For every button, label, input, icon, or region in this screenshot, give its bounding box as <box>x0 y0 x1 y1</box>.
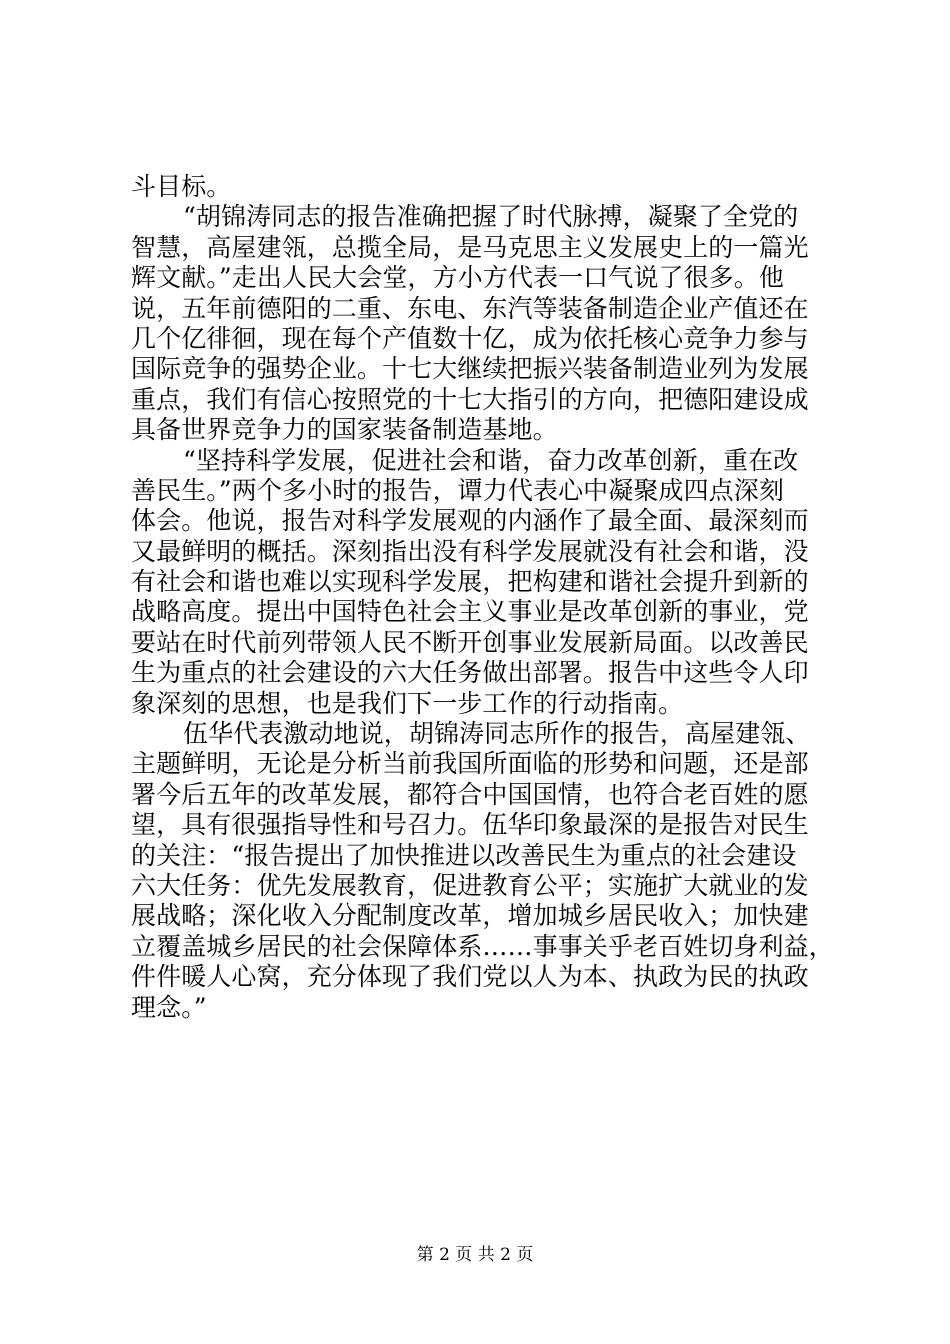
paragraph-first-line: 伍华代表激动地说，胡锦涛同志所作的报告，高屋建瓴、 <box>183 719 811 749</box>
text-line: 生为重点的社会建设的六大任务做出部署。报告中这些令人印 <box>131 658 809 688</box>
text-line: 望，具有很强指导性和号召力。伍华印象最深的是报告对民生 <box>131 810 809 840</box>
text-line: 理念。” <box>131 992 207 1022</box>
paragraph-first-line: “坚持科学发展，促进社会和谐，奋力改革创新，重在改 <box>183 445 799 475</box>
text-line: 重点，我们有信心按照党的十七大指引的方向，把德阳建设成 <box>131 384 809 414</box>
page-number-label: 第 2 页 共 2 页 <box>416 1245 534 1265</box>
text-line: 展战略；深化收入分配制度改革，增加城乡居民收入；加快建 <box>131 901 809 931</box>
paragraph <box>131 719 834 1023</box>
text-line: 说，五年前德阳的二重、东电、东汽等装备制造企业产值还在 <box>131 293 809 323</box>
text-line: 国际竞争的强势企业。十七大继续把振兴装备制造业列为发展 <box>131 354 809 384</box>
text-line: 体会。他说，报告对科学发展观的内涵作了最全面、最深刻而 <box>131 506 809 536</box>
text-line: 几个亿徘徊，现在每个产值数十亿，成为依托核心竞争力参与 <box>131 323 809 353</box>
text-line: 主题鲜明，无论是分析当前我国所面临的形势和问题，还是部 <box>131 749 809 779</box>
document-body <box>131 172 834 1023</box>
text-line: 善民生。”两个多小时的报告，谭力代表心中凝聚成四点深刻 <box>131 475 784 505</box>
text-line: 具备世界竞争力的国家装备制造基地。 <box>131 415 558 445</box>
text-line: 件件暖人心窝，充分体现了我们党以人为本、执政为民的执政 <box>131 962 809 992</box>
paragraph-first-line: 斗目标。 <box>131 172 232 201</box>
text-line: 智慧，高屋建瓴，总揽全局，是马克思主义发展史上的一篇光 <box>131 232 809 262</box>
text-line: 六大任务：优先发展教育，促进教育公平；实施扩大就业的发 <box>131 870 809 900</box>
paragraph-first-line: “胡锦涛同志的报告准确把握了时代脉搏，凝聚了全党的 <box>183 202 799 232</box>
paragraph <box>131 202 831 445</box>
text-line: 署今后五年的改革发展，都符合中国国情，也符合老百姓的愿 <box>131 779 809 809</box>
paragraph <box>131 172 831 202</box>
text-line: 要站在时代前列带领人民不断开创事业发展新局面。以改善民 <box>131 627 809 657</box>
text-line: 辉文献。”走出人民大会堂，方小方代表一口气说了很多。他 <box>131 263 784 293</box>
paragraph <box>131 446 831 720</box>
text-line: 的关注：“报告提出了加快推进以改善民生为重点的社会建设 <box>131 840 797 870</box>
page-footer <box>0 1244 950 1266</box>
text-line: 立覆盖城乡居民的社会保障体系……事事关乎老百姓切身利益， <box>131 931 834 961</box>
text-line: 象深刻的思想，也是我们下一步工作的行动指南。 <box>131 688 684 718</box>
text-line: 又最鲜明的概括。深刻指出没有科学发展就没有社会和谐，没 <box>131 536 809 566</box>
text-line: 有社会和谐也难以实现科学发展，把构建和谐社会提升到新的 <box>131 567 809 597</box>
text-line: 战略高度。提出中国特色社会主义事业是改革创新的事业，党 <box>131 597 809 627</box>
